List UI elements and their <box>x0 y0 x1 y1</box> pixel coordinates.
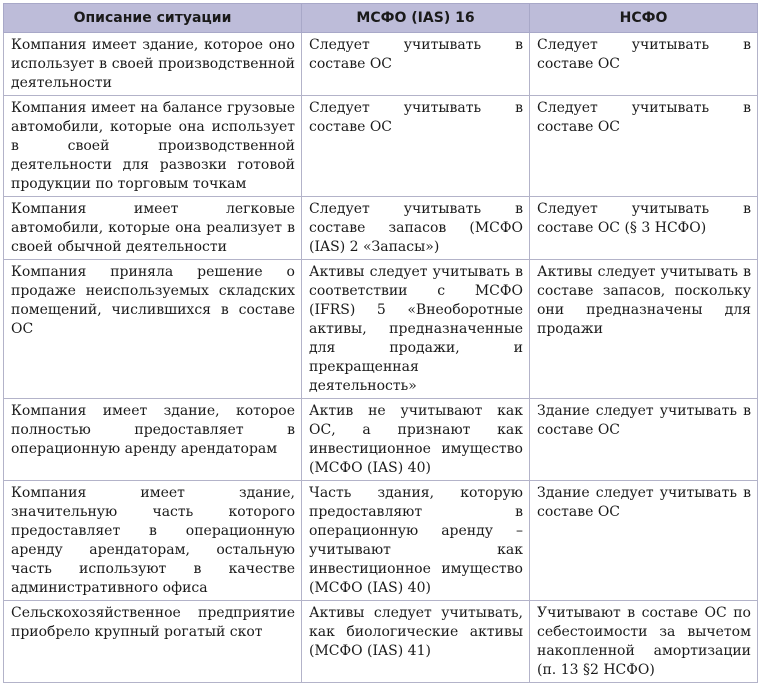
nsfo-cell: Здание следует учитывать в составе ОС <box>530 481 758 601</box>
nsfo-cell: Следует учитывать в составе ОС <box>530 33 758 96</box>
nsfo-cell: Активы следует учитывать в составе запасов, поскольку они предназначены для продажи <box>530 260 758 399</box>
comparison-table-container <box>3 3 758 683</box>
header-ifrs: МСФО (IAS) 16 <box>302 4 530 33</box>
situation-cell: Компания имеет здание, которое оно использует в своей производственной деятельности <box>4 33 302 96</box>
ifrs-cell: Следует учитывать в составе ОС <box>302 96 530 197</box>
table-row <box>4 399 758 481</box>
table-row <box>4 481 758 601</box>
nsfo-cell: Следует учитывать в составе ОС (§ 3 НСФО) <box>530 197 758 260</box>
table-body <box>4 33 758 683</box>
table-row <box>4 260 758 399</box>
ifrs-cell: Следует учитывать в составе запасов (МСФО (IAS) 2 «Запасы») <box>302 197 530 260</box>
situation-cell: Компания имеет на балансе грузовые автомобили, которые она использует в своей производственной деятельности для развозки готовой продукции по торговым точкам <box>4 96 302 197</box>
nsfo-cell: Здание следует учитывать в составе ОС <box>530 399 758 481</box>
ifrs-cell: Часть здания, которую предоставляют в операционную аренду – учитывают как инвестиционное имущество (МСФО (IAS) 40) <box>302 481 530 601</box>
header-situation: Описание ситуации <box>4 4 302 33</box>
ifrs-cell: Активы следует учитывать в соответствии с МСФО (IFRS) 5 «Внеоборотные активы, предназначенные для продажи, и прекращенная деятельность» <box>302 260 530 399</box>
ifrs-cell: Следует учитывать в составе ОС <box>302 33 530 96</box>
situation-cell: Сельскохозяйственное предприятие приобрело крупный рогатый скот <box>4 601 302 683</box>
nsfo-cell: Учитывают в составе ОС по себестоимости за вычетом накопленной амортизации (п. 13 §2 НСФО) <box>530 601 758 683</box>
comparison-table <box>3 3 758 683</box>
situation-cell: Компания имеет легковые автомобили, которые она реализует в своей обычной деятельности <box>4 197 302 260</box>
situation-cell: Компания имеет здание, значительную часть которого предоставляет в операционную аренду арендаторам, остальную часть используют в качестве административного офиса <box>4 481 302 601</box>
table-row <box>4 197 758 260</box>
ifrs-cell: Активы следует учитывать, как биологические активы (МСФО (IAS) 41) <box>302 601 530 683</box>
ifrs-cell: Актив не учитывают как ОС, а признают как инвестиционное имущество (МСФО (IAS) 40) <box>302 399 530 481</box>
header-row <box>4 4 758 33</box>
table-row <box>4 96 758 197</box>
situation-cell: Компания имеет здание, которое полностью предоставляет в операционную аренду арендаторам <box>4 399 302 481</box>
header-nsfo: НСФО <box>530 4 758 33</box>
nsfo-cell: Следует учитывать в составе ОС <box>530 96 758 197</box>
table-header <box>4 4 758 33</box>
table-row <box>4 33 758 96</box>
situation-cell: Компания приняла решение о продаже неиспользуемых складских помещений, числившихся в составе ОС <box>4 260 302 399</box>
